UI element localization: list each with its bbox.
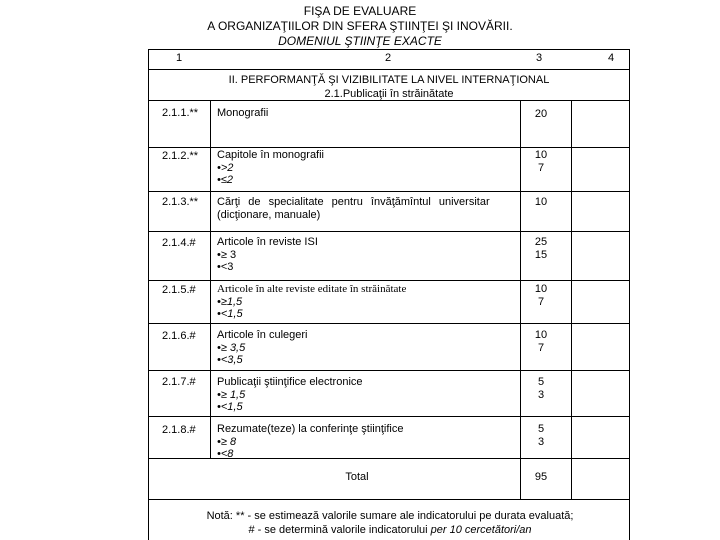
row-value: 10	[534, 149, 548, 161]
row-divider	[148, 323, 630, 324]
row-divider	[148, 191, 630, 192]
footnote-line-1: Notă: ** - se estimează valorile sumare ale indicatorului pe durata evaluată;	[206, 510, 574, 522]
row-code: 2.1.2.**	[162, 150, 199, 162]
row-bullet: •≥1,5	[217, 295, 243, 308]
table-column-divider	[571, 100, 572, 499]
row-divider	[148, 147, 630, 148]
row-bullet: •≥ 8	[217, 435, 237, 448]
header-line-2: A ORGANIZAŢIILOR DIN SFERA ŞTIINŢEI ŞI INOVĂRII.	[207, 19, 513, 33]
row-code: 2.1.6.#	[162, 330, 196, 342]
row-bullet: •≥ 1,5	[217, 388, 246, 401]
footnote-line-2	[150, 523, 630, 537]
row-code: 2.1.3.**	[162, 196, 199, 208]
row-value: 3	[537, 435, 545, 448]
row-title: Publicaţii ştiinţifice electronice	[217, 376, 363, 388]
row-value: 25	[534, 236, 548, 248]
row-title: Articole în alte reviste editate în străinătate	[217, 283, 407, 295]
column-number-2: 2	[385, 52, 392, 64]
row-code: 2.1.4.#	[162, 237, 196, 249]
row-values	[520, 376, 562, 401]
row-title: Rezumate(teze) la conferinţe ştiinţifice	[217, 423, 404, 435]
row-bullet: •<8	[217, 448, 234, 460]
table-column-divider	[210, 100, 211, 458]
row-divider	[148, 416, 630, 417]
row-bullet: •<1,5	[217, 401, 243, 413]
row-code: 2.1.5.#	[162, 284, 196, 296]
row-value: 7	[537, 161, 545, 174]
row-values	[520, 329, 562, 354]
row-title: Monografii	[217, 107, 269, 119]
table-divider	[148, 69, 630, 70]
row-value: 3	[537, 388, 545, 401]
row-description	[217, 329, 308, 367]
row-values	[520, 283, 562, 308]
table-divider	[148, 499, 630, 500]
row-title: Capitole în monografii	[217, 149, 325, 161]
row-description	[217, 236, 318, 274]
footnote	[150, 509, 630, 537]
row-value: 7	[537, 341, 545, 354]
column-number-4: 4	[608, 52, 615, 64]
row-title-continuation: (dicţionare, manuale)	[217, 208, 321, 221]
row-title: Cărţi de specialitate pentru învăţămîntul universitar	[217, 196, 490, 208]
row-divider	[148, 231, 630, 232]
row-value: 10	[534, 196, 548, 208]
row-code: 2.1.7.#	[162, 376, 196, 388]
total-label: Total	[345, 471, 369, 483]
row-divider	[148, 370, 630, 371]
row-description	[217, 149, 324, 187]
header-line-3: DOMENIUL ŞTIINŢE EXACTE	[278, 34, 442, 48]
row-value: 5	[537, 423, 545, 435]
row-description	[217, 423, 403, 461]
column-number-3: 3	[536, 52, 543, 64]
row-code: 2.1.1.**	[162, 107, 199, 119]
row-value: 5	[537, 376, 545, 388]
row-value: 20	[534, 108, 548, 120]
row-values	[520, 423, 562, 448]
row-value: 7	[537, 295, 545, 308]
row-description	[217, 196, 507, 221]
section-title	[148, 73, 630, 101]
row-bullet: •<1,5	[217, 308, 243, 320]
row-bullet: •≥ 3,5	[217, 341, 246, 354]
row-title: Articole în reviste ISI	[217, 236, 318, 248]
footnote-line-2-italic: per 10 cercetători/an	[430, 524, 532, 536]
row-description	[217, 376, 363, 414]
row-description	[217, 283, 406, 321]
row-value: 15	[534, 248, 548, 261]
row-values	[520, 236, 562, 261]
footnote-line-2-prefix: # - se determină valorile indicatorului	[248, 524, 431, 536]
row-bullet: •<3	[217, 261, 234, 273]
row-title: Articole în culegeri	[217, 329, 308, 341]
section-title-line: II. PERFORMANŢĂ ŞI VIZIBILITATE LA NIVEL INTERNAŢIONAL	[228, 74, 550, 86]
total-value: 95	[534, 471, 548, 483]
row-bullet: •<3,5	[217, 354, 243, 366]
section-subtitle: 2.1.Publicaţii în străinătate	[324, 88, 454, 100]
row-code: 2.1.8.#	[162, 424, 196, 436]
row-divider	[148, 280, 630, 281]
row-bullet: •≤2	[217, 174, 234, 186]
row-values	[520, 149, 562, 174]
row-bullet: •>2	[217, 161, 234, 174]
row-value: 10	[534, 283, 548, 295]
row-bullet: •≥ 3	[217, 248, 237, 261]
header-line-1: FIŞA DE EVALUARE	[303, 4, 417, 18]
column-number-1: 1	[176, 52, 183, 64]
row-value: 10	[534, 329, 548, 341]
